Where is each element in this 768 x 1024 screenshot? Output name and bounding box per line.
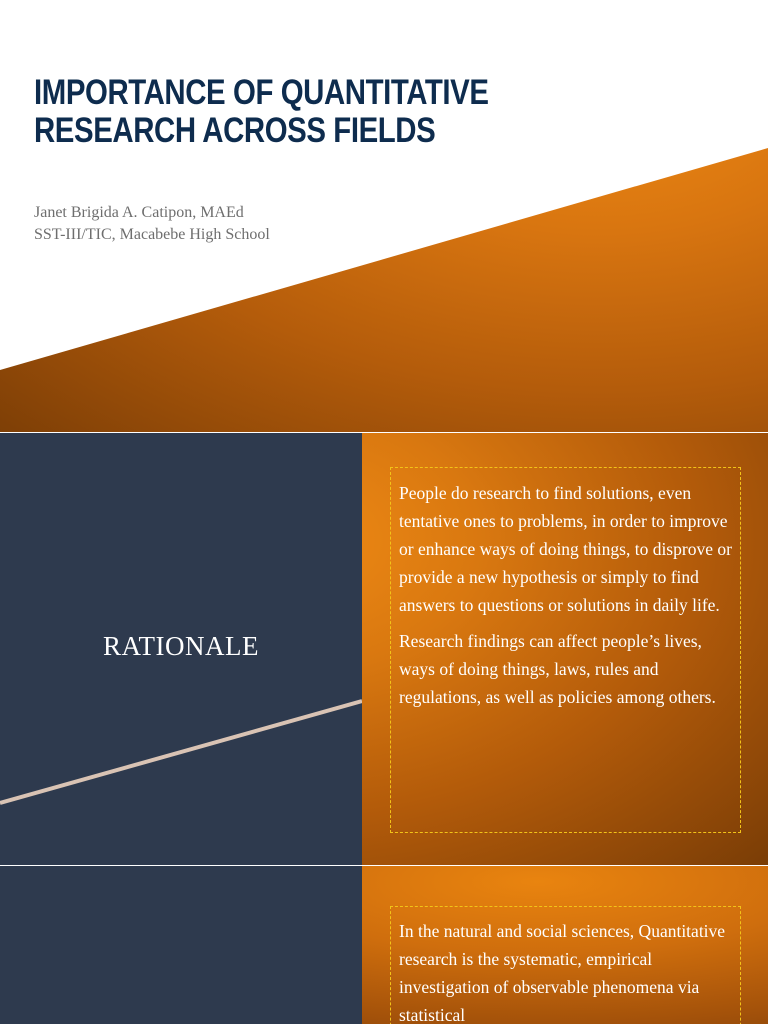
- definition-paragraph-1: In the natural and social sciences, Quantitative research is the systematic, empirical investigation of observable phenomena via statistical: [399, 921, 726, 1024]
- definition-slide: [0, 866, 768, 1024]
- rationale-slide: [0, 433, 768, 865]
- author-name: Janet Brigida A. Catipon, MAEd: [34, 204, 244, 221]
- title-slide: [0, 0, 768, 432]
- rationale-textbox: [390, 467, 741, 833]
- definition-textbox: [390, 906, 741, 1024]
- rationale-heading: RATIONALE: [103, 631, 259, 661]
- slide-title: IMPORTANCE OF QUANTITATIVE RESEARCH ACROSS FIELDS: [34, 73, 489, 150]
- author-affiliation: SST-III/TIC, Macabebe High School: [34, 226, 270, 243]
- rationale-paragraph-2: Research findings can affect people’s lives, ways of doing things, laws, rules and regulations, as well as policies among others.: [399, 631, 716, 707]
- rationale-paragraph-1: People do research to find solutions, even tentative ones to problems, in order to improve or enhance ways of doing things, to disprove or provide a new hypothesis or simply to find answers to questions or solutions in daily life.: [399, 483, 732, 615]
- rationale-panel: [0, 433, 362, 865]
- definition-panel: [0, 866, 362, 1024]
